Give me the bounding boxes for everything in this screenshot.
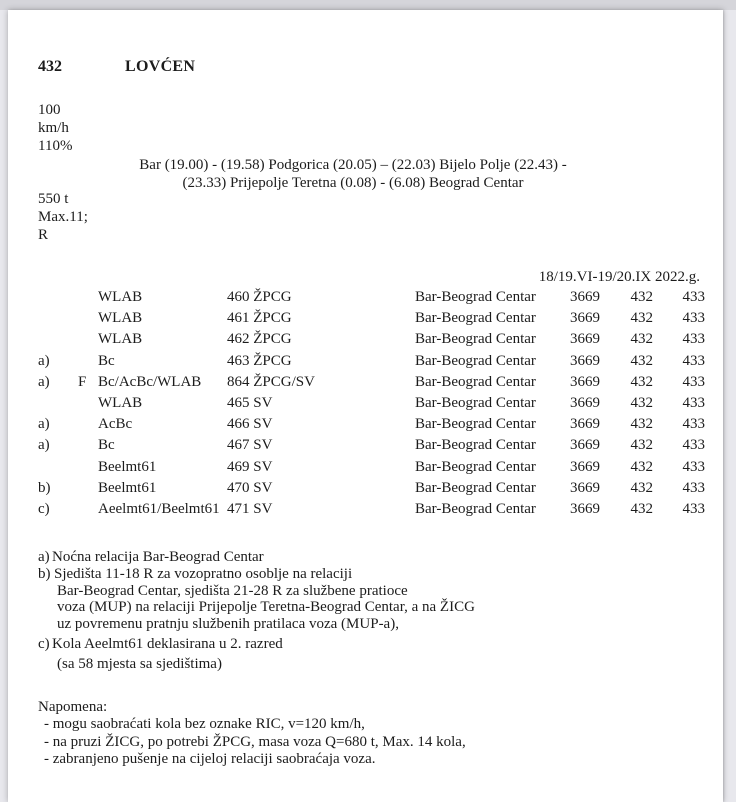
cell-train2: 433: [682, 310, 705, 327]
cell-route: Bar-Beograd Centar: [415, 437, 536, 454]
footnote-b-line3: voza (MUP) na relaciji Prijepolje Teretna-Beograd Centar, a na ŽICG: [57, 599, 475, 615]
cell-train2: 433: [682, 352, 705, 369]
cell-type: WLAB: [98, 310, 143, 327]
cell-type: Bc: [98, 437, 115, 454]
cell-route: Bar-Beograd Centar: [415, 500, 536, 517]
table-row: [8, 457, 723, 478]
brake-percent: 110%: [38, 138, 73, 154]
cell-number: 469 SV: [227, 458, 273, 475]
cell-number: 467 SV: [227, 437, 273, 454]
cell-number: 461 ŽPCG: [227, 310, 292, 327]
cell-train2: 433: [682, 331, 705, 348]
cell-marker: c): [38, 500, 50, 517]
cell-marker: a): [38, 416, 50, 433]
cell-route: Bar-Beograd Centar: [415, 373, 536, 390]
cell-number: 465 SV: [227, 394, 273, 411]
table-row: [8, 499, 723, 520]
cell-group: 3669: [570, 310, 600, 327]
cell-train1: 432: [630, 310, 653, 327]
footnote-a-label: a): [38, 549, 50, 565]
cell-route: Bar-Beograd Centar: [415, 331, 536, 348]
viewer-top-gutter: [0, 0, 736, 10]
cell-route: Bar-Beograd Centar: [415, 289, 536, 305]
remarks-item-1: - mogu saobraćati kola bez oznake RIC, v=120 km/h,: [44, 716, 365, 732]
cell-marker: b): [38, 479, 51, 496]
cell-route: Bar-Beograd Centar: [415, 310, 536, 327]
table-row: [8, 287, 723, 308]
table-row: [8, 308, 723, 329]
cell-type: AcBc: [98, 416, 133, 433]
cell-route: Bar-Beograd Centar: [415, 352, 536, 369]
cell-train1: 432: [630, 352, 653, 369]
composition-table: [8, 287, 723, 520]
speed-value: 100: [38, 102, 61, 118]
speed-unit: km/h: [38, 120, 69, 136]
table-row: [8, 435, 723, 456]
cell-number: 466 SV: [227, 416, 273, 433]
footnote-b-label: b): [38, 566, 51, 582]
cell-train2: 433: [682, 479, 705, 496]
cell-type: WLAB: [98, 289, 143, 305]
document-page: [8, 10, 723, 802]
cell-number: 470 SV: [227, 479, 273, 496]
cell-train1: 432: [630, 500, 653, 517]
cell-number: 460 ŽPCG: [227, 289, 292, 305]
cell-number: 471 SV: [227, 500, 273, 517]
cell-train1: 432: [630, 458, 653, 475]
cell-train1: 432: [630, 416, 653, 433]
cell-flag: F: [78, 373, 87, 390]
cell-marker: a): [38, 373, 50, 390]
cell-type: Bc: [98, 352, 115, 369]
table-row: [8, 478, 723, 499]
table-row: [8, 393, 723, 414]
cell-type: Bc/AcBc/WLAB: [98, 373, 202, 390]
cell-group: 3669: [570, 394, 600, 411]
remarks-title: Napomena:: [38, 699, 108, 715]
footnote-c-text: Kola Aeelmt61 deklasirana u 2. razred: [52, 636, 283, 652]
cell-route: Bar-Beograd Centar: [415, 416, 536, 433]
cell-type: Beelmt61: [98, 458, 157, 475]
route-line-1: Bar (19.00) - (19.58) Podgorica (20.05) – (22.03) Bijelo Polje (22.43) -: [139, 157, 567, 173]
cell-train1: 432: [630, 289, 653, 305]
period-header: 18/19.VI-19/20.IX 2022.g.: [538, 269, 700, 285]
cell-route: Bar-Beograd Centar: [415, 394, 536, 411]
cell-group: 3669: [570, 289, 600, 305]
brake-regime: R: [38, 227, 49, 243]
route-line-2: (23.33) Prijepolje Teretna (0.08) - (6.08) Beograd Centar: [182, 175, 524, 191]
cell-group: 3669: [570, 352, 600, 369]
cell-train1: 432: [630, 394, 653, 411]
cell-group: 3669: [570, 500, 600, 517]
cell-type: Beelmt61: [98, 479, 157, 496]
footnote-b-line2: Bar-Beograd Centar, sjedišta 21-28 R za službene pratioce: [57, 583, 408, 599]
footnote-c-label: c): [38, 636, 50, 652]
footnote-b-line4: uz povremenu pratnju službenih pratilaca voza (MUP-a),: [57, 616, 399, 632]
remarks-item-2: - na pruzi ŽICG, po potrebi ŽPCG, masa voza Q=680 t, Max. 14 kola,: [44, 734, 466, 750]
train-mass: 550 t: [38, 191, 69, 207]
cell-number: 463 ŽPCG: [227, 352, 292, 369]
cell-train1: 432: [630, 373, 653, 390]
table-row: [8, 351, 723, 372]
footnote-c-sub-text: (sa 58 mjesta sa sjedištima): [57, 656, 222, 672]
cell-train2: 433: [682, 458, 705, 475]
footnote-a-text: Noćna relacija Bar-Beograd Centar: [52, 549, 264, 565]
cell-train2: 433: [682, 373, 705, 390]
train-number: 432: [38, 58, 62, 75]
cell-group: 3669: [570, 373, 600, 390]
cell-train1: 432: [630, 331, 653, 348]
cell-type: WLAB: [98, 331, 143, 348]
cell-train1: 432: [630, 479, 653, 496]
footnote-b-line1: Sjedišta 11-18 R za vozopratno osoblje na relaciji: [54, 566, 353, 582]
cell-group: 3669: [570, 458, 600, 475]
cell-train2: 433: [682, 289, 705, 305]
cell-type: Aeelmt61/Beelmt61: [98, 500, 220, 517]
cell-type: WLAB: [98, 394, 143, 411]
cell-number: 462 ŽPCG: [227, 331, 292, 348]
cell-train2: 433: [682, 437, 705, 454]
max-cars: Max.11;: [38, 209, 88, 225]
cell-number: 864 ŽPCG/SV: [227, 373, 315, 390]
cell-group: 3669: [570, 479, 600, 496]
cell-group: 3669: [570, 416, 600, 433]
table-row: [8, 372, 723, 393]
cell-route: Bar-Beograd Centar: [415, 479, 536, 496]
cell-train2: 433: [682, 416, 705, 433]
cell-marker: a): [38, 352, 50, 369]
cell-group: 3669: [570, 437, 600, 454]
cell-group: 3669: [570, 331, 600, 348]
cell-train2: 433: [682, 500, 705, 517]
cell-train1: 432: [630, 437, 653, 454]
table-row: [8, 329, 723, 350]
remarks-item-3: - zabranjeno pušenje na cijeloj relaciji saobraćaja voza.: [44, 751, 376, 767]
cell-marker: a): [38, 437, 50, 454]
train-name: LOVĆEN: [125, 58, 196, 75]
cell-train2: 433: [682, 394, 705, 411]
cell-route: Bar-Beograd Centar: [415, 458, 536, 475]
table-row: [8, 414, 723, 435]
route-description: [113, 156, 593, 192]
